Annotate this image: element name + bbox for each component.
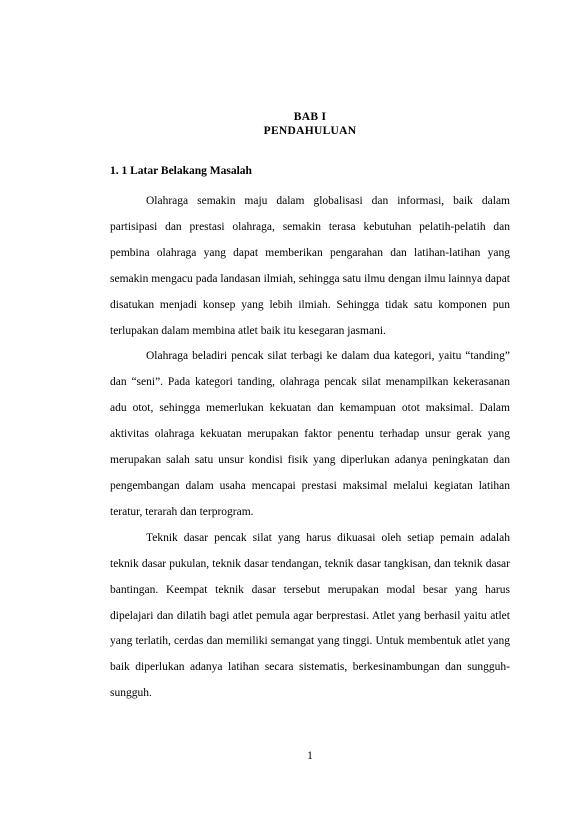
- chapter-number: BAB I: [293, 111, 327, 123]
- chapter-title: PENDAHULUAN: [263, 125, 357, 137]
- paragraph: Olahraga beladiri pencak silat terbagi ke dalam dua kategori, yaitu “tanding” dan “seni”. Pada kategori tanding, olahraga pencak silat menampilkan kekerasanan adu otot, sehingga memerlukan kekuatan dan kemampuan otot maksimal. Dalam aktivitas olahraga kekuatan merupakan faktor penentu terhadap unsur gerak yang merupakan salah satu unsur kondisi fisik yang diperlukan adanya peningkatan dan pengembangan dalam usaha mencapai prestasi maksimal melalui kegiatan latihan teratur, terarah dan terprogram.: [110, 350, 510, 518]
- section-heading: 1. 1 Latar Belakang Masalah: [110, 165, 252, 177]
- page-number: 1: [307, 750, 313, 762]
- paragraph: Olahraga semakin maju dalam globalisasi dan informasi, baik dalam partisipasi dan prestasi olahraga, semakin terasa kebutuhan pelatih-pelatih dan pembina olahraga yang dapat memberikan pengarahan dan latihan-latihan yang semakin mengacu pada landasan ilmiah, sehingga satu ilmu dengan ilmu lainnya dapat disatukan menjadi konsep yang lebih ilmiah. Sehingga tidak satu komponen pun terlupakan dalam membina atlet baik itu kesegaran jasmani.: [110, 195, 510, 337]
- paragraph: Teknik dasar pencak silat yang harus dikuasai oleh setiap pemain adalah teknik dasar pukulan, teknik dasar tendangan, teknik dasar tangkisan, dan teknik dasar bantingan. Keempat teknik dasar tersebut merupakan modal besar yang harus dipelajari dan dilatih bagi atlet pemula agar berprestasi. Atlet yang berhasil yaitu atlet yang terlatih, cerdas dan memiliki semangat yang tinggi. Untuk membentuk atlet yang baik diperlukan adanya latihan secara sistematis, berkesinambungan dan sungguh-sungguh.: [110, 531, 510, 700]
- body-text: [110, 189, 510, 707]
